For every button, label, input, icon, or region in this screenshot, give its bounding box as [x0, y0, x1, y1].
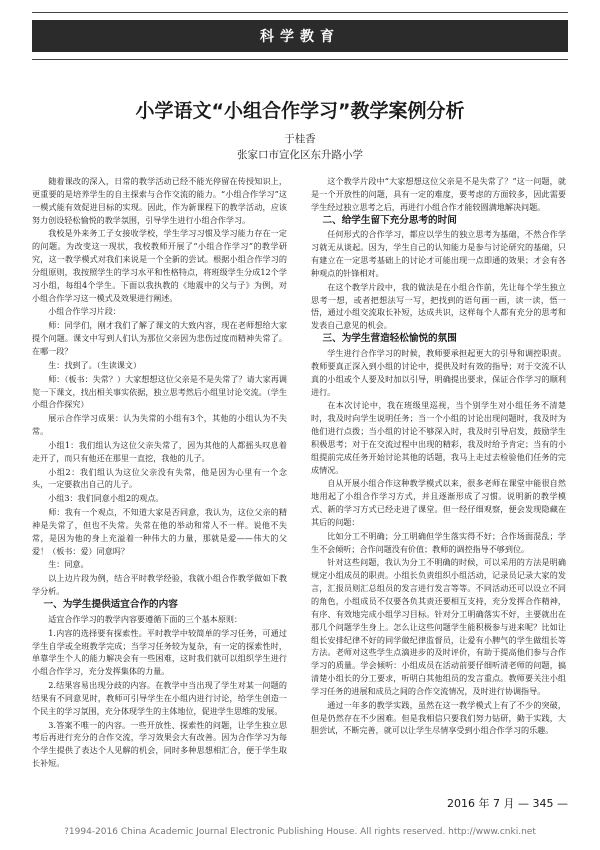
paragraph: 以上边片段为例，结合平时教学经验，我就小组合作教学做如下教学分析。: [32, 573, 287, 597]
section-heading: 一、为学生提供适宜合作的内容: [43, 599, 178, 610]
article-title: 小学语文“小组合作学习”教学案例分析: [135, 100, 465, 122]
paragraph: 学生进行合作学习的时候，教师要承担起更大的引导和调控职责。教师要真正深入到小组的讨论中，提供及时有效的指导；对于交流不认真的小组或个人要及时加以引导，明确提出要求，保证合作学习的顺利进行。: [311, 347, 566, 397]
paragraph: 自从开展小组合作这种教学模式以来，很多老师在课堂中能很自然地用起了小组合作学习方式，并且逐渐形成了习惯。说明新的教学模式、新的学习方式已经走进了课堂。但一经仔细观察，便会发现隐藏在其后的问题：: [311, 478, 566, 527]
paragraph: 生：同意。: [48, 559, 89, 570]
paragraph: 小组2：我们组认为这位父亲没有失常，他是因为心里有一个念头，一定要救出自己的儿子。: [32, 466, 287, 490]
paragraph: 通过一年多的教学实践，虽然在这一教学模式上有了不少的突破，但是仍然存在不少困难。但是我相信只要我们努力钻研，勤于实践，大胆尝试，不断完善，就可以让学生尽情享受到小组合作学习的乐趣。: [311, 699, 566, 736]
paragraph: 2.结果容易出现分歧的内容。在教学中当出现了学生对某一问题的结果有不同意见时，教师可引导学生在小组内进行讨论，给学生创造一个民主的学习氛围，充分体现学生的主体地位，促进学生思维的发展。: [32, 680, 287, 716]
paragraph: 我校是外来务工子女接收学校，学生学习习惯及学习能力存在一定的问题。为改变这一现状，我校教师开展了“小组合作学习”的教学研究，这一教学模式对我们来说是一个全新的尝试。根据小组合作学习的分组原则，我按照学生的学习水平和性格特点，将班级学生分成12个学习小组，每组4个学生。下面以我执教的《地震中的父与子》为例，对小组合作学习这一模式及效果进行阐述。: [32, 228, 287, 303]
paragraph: 1.内容的选择要有探索性。平时教学中较简单的学习任务，可通过学生自学或全班教学完成；当学习任务较为复杂，有一定的探索性时，单靠学生个人的能力解决会有一些困难，这时我们就可以组织学生进行小组合作学习，充分发挥集体的力量。: [32, 627, 287, 677]
paragraph: 小组合作学习片段：: [48, 306, 121, 317]
paragraph: 小组1：我们组认为这位父亲失常了，因为其他的人都摇头叹息着走开了，而只有他还在那里一直挖，我他的儿子。: [32, 439, 287, 463]
paragraph: 师：我有一个观点，不知道大家是否同意，我认为，这位父亲的精神是失常了，但也不失常。失常在他的举动和常人不一样。说他不失常，是因为他的身上充溢着一种伟大的力量，那就是爱——伟大的父爱！（板书：爱）同意吗？: [32, 507, 287, 556]
article-author: 于桂香: [284, 133, 316, 145]
header-rule-bottom: [32, 59, 568, 60]
right-column: [311, 175, 566, 738]
paragraph: 生：找到了。（生读课文）: [48, 359, 142, 370]
article-affiliation: 张家口市宣化区东升路小学: [237, 149, 363, 161]
section-heading: 三、为学生营造轻松愉悦的氛围: [322, 333, 457, 345]
copyright-notice: ?1994-2016 China Academic Journal Electronic Publishing House. All rights reserved. http://www.cnki.net: [64, 827, 536, 837]
paragraph: 3.答案不唯一的内容。一些开放性、探索性的问题，让学生独立思考后再进行充分的合作交流，学习效果会大有改善。因为合作学习为每个学生提供了表达个人见解的机会，同时多种思想相汇合，便于学生取长补短。: [32, 719, 287, 769]
paragraph: 比如分工不明确；分工明确但学生落实得不好；合作场面混乱；学生不会倾听；合作问题没有价值；教师的调控指导不够到位。: [311, 530, 566, 554]
paragraph: 任何形式的合作学习，都应以学生的独立思考为基础，不然合作学习就无从谈起。因为，学生自己的认知能力是参与讨论研究的基础，只有建立在一定思考基础上的讨论才可能出现一点即通的效果；才会有各种观点的针锋相对。: [311, 229, 566, 278]
section-heading: 二、给学生留下充分思考的时间: [322, 214, 457, 226]
paragraph: 这个教学片段中“大家想想这位父亲是不是失常了？”这一问题，就是一个开放性的问题，具有一定的难度，要考虑的方面较多，因此需要学生经过独立思考之后，再进行小组合作才能较圆满地解决问题。: [311, 176, 566, 212]
page-number: 2016 年 7 月 — 345 —: [447, 797, 568, 810]
section-label: 科学教育: [260, 29, 340, 45]
section-banner: [32, 20, 568, 52]
paragraph: 针对这些问题，我认为分工不明确的时候，可以采用的方法是明确规定小组成员的职责。小组长负责组织小组活动，记录员记录大家的发言，汇报员则汇总组员的发言进行发言等等。不同活动还可以设立不同的角色，小组成员不仅要各负其责还要相互支持，充分发挥合作精神，有序、有效地完成小组学习目标。针对分工明确落实不好，主要就出在那几个问题学生身上。怎么让这些问题学生能积极参与进来呢？比如让组长安排纪律不好的同学做纪律监督员，让爱有小脾气的学生做组长等方法。老师对这些学生点滴进步的及时评价，有助于提高他们参与合作学习的质量。学会倾听：小组成员在活动前要仔细听清老师的问题，搞清楚小组长的分工要求，听明白其他组员的发言重点。教师要关注小组学习任务的进展和成员之间的合作交流情况，及时进行协调指导。: [311, 557, 566, 696]
header-rule-top: [32, 12, 568, 13]
page-header: [0, 0, 600, 64]
left-column: [32, 175, 287, 771]
paragraph: 在这个教学片段中，我的做法是在小组合作前，先让每个学生独立思考一想，或者把想法写一写，把找到的语句画一画，读一读，悟一悟，通过小组交流取长补短，达成共识，这样每个人都有充分的思考和发表自己意见的机会。: [311, 281, 566, 331]
paragraph: 师：（板书：失常？）大家想想这位父亲是不是失常了？请大家再调览一下课文，找出相关事实依据，独立思考然后小组里讨论交流。（学生小组合作探究）: [32, 373, 287, 410]
paragraph: 师：同学们，刚才我们了解了课文的大致内容，现在老师想给大家提个问题。课文中写到人们认为那位父亲因为悲伤过度而精神失常了。在哪一段？: [32, 320, 287, 356]
paragraph: 在本次讨论中，我在班级里巡视，当个别学生对小组任务不清楚时，我及时向学生说明任务；当一个小组的讨论出现问题时，我及时为他们进行点拨；当小组的讨论不够深入时，我及时引导启发，鼓励学生积极思考；对于在交流过程中出现的精彩，我及时给予肯定；当有的小组提前完成任务开始讨论其他的话题，我马上走过去检验他们任务的完成情况。: [311, 400, 566, 475]
paragraph: 适宜合作学习的教学内容要遵循下面的三个基本原则：: [48, 613, 243, 624]
paragraph: 随着课改的深入，日常的教学活动已经不能光停留在传授知识上，更重要的是培养学生的自主探索与合作交流的能力。“小组合作学习”这一模式能有效促进目标的实现。因此，作为新课程下的教学活动，应该努力创设轻松愉悦的教学氛围，引导学生进行小组合作学习。: [32, 176, 287, 225]
paragraph: 小组3：我们同意小组2的观点。: [48, 493, 164, 504]
paragraph: 展示合作学习成果：认为失常的小组有3个，其他的小组认为不失常。: [32, 413, 287, 437]
